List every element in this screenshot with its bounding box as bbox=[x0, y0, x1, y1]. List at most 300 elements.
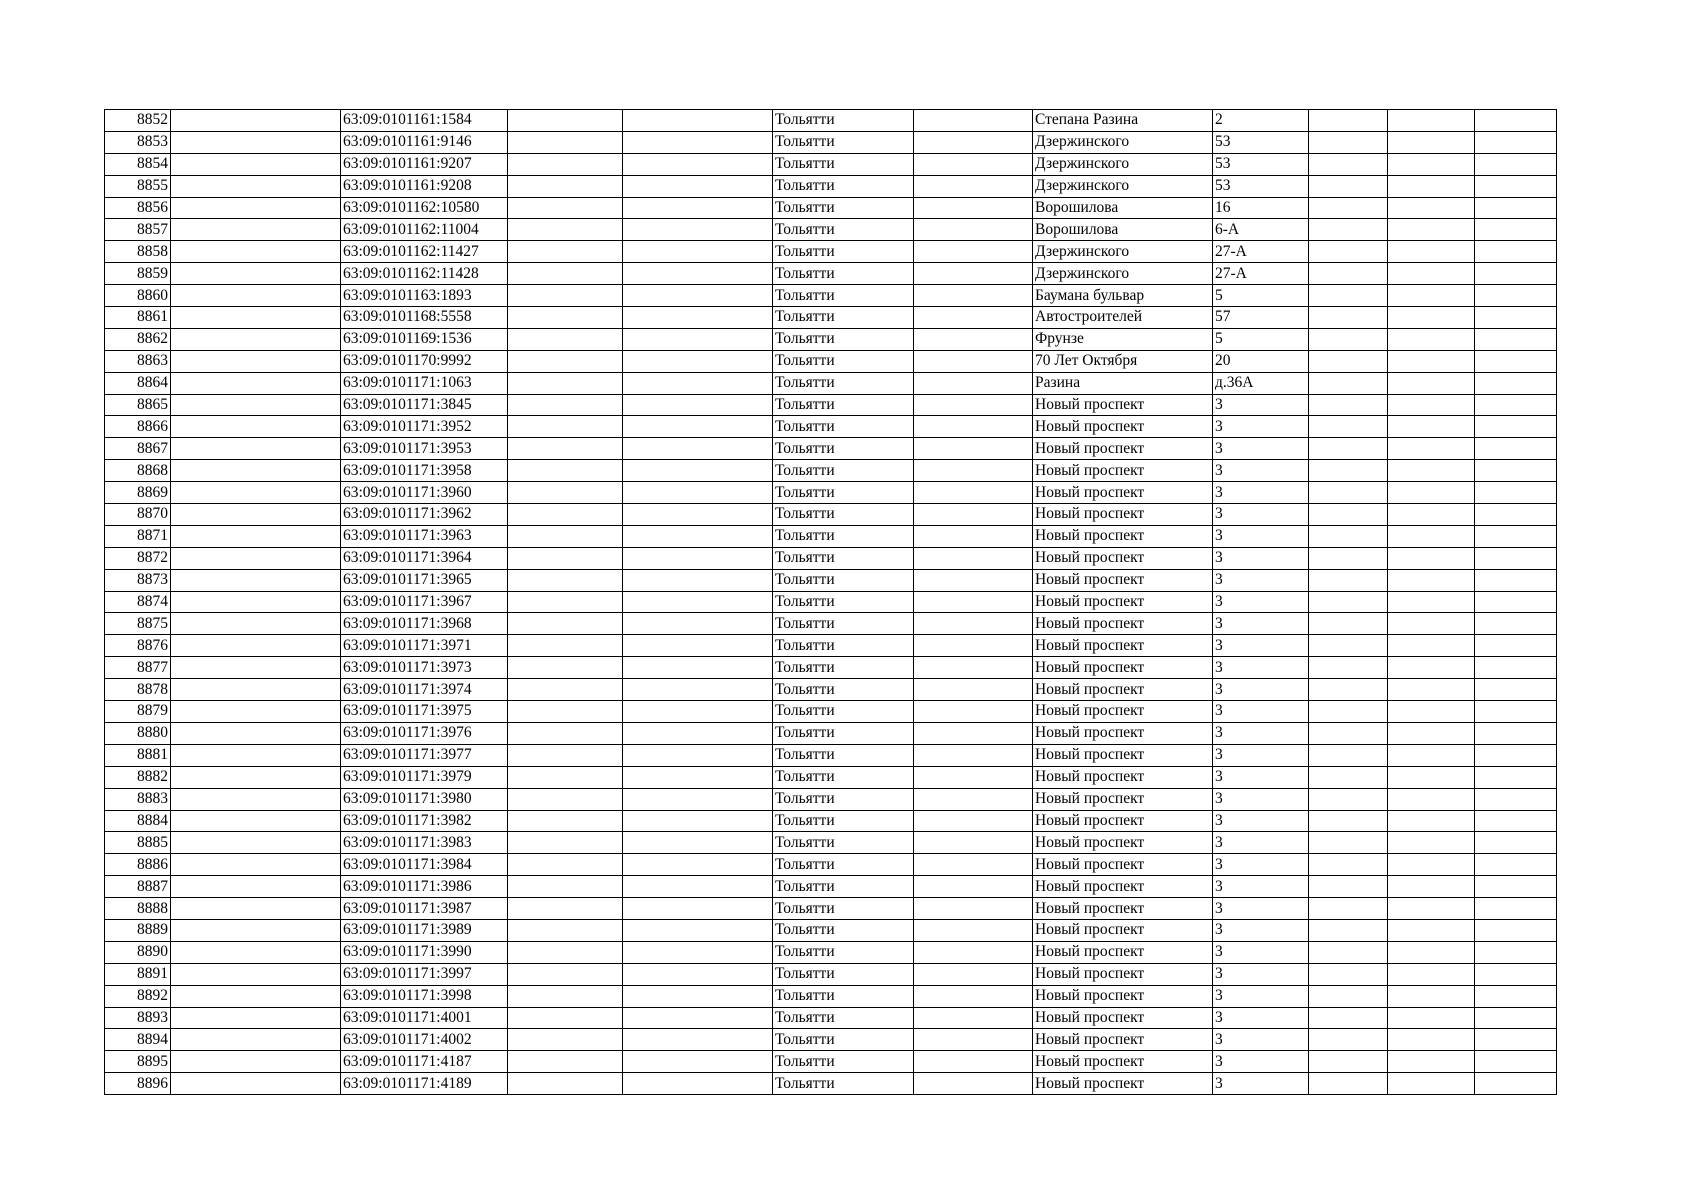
cell-row-number: 8887 bbox=[105, 876, 171, 898]
cell-empty bbox=[508, 569, 623, 591]
cell-row-number: 8855 bbox=[105, 175, 171, 197]
cell-cadastral-number: 63:09:0101171:3987 bbox=[341, 898, 508, 920]
cell-street: Новый проспект bbox=[1033, 591, 1213, 613]
cell-empty bbox=[171, 788, 341, 810]
cell-city: Тольятти bbox=[773, 766, 914, 788]
cell-street: Ворошилова bbox=[1033, 197, 1213, 219]
cell-house-number: 3 bbox=[1213, 591, 1309, 613]
cell-city: Тольятти bbox=[773, 963, 914, 985]
cell-empty bbox=[1475, 701, 1557, 723]
cell-row-number: 8870 bbox=[105, 504, 171, 526]
cell-empty bbox=[1309, 110, 1388, 132]
cell-empty bbox=[1388, 263, 1475, 285]
cell-empty bbox=[171, 438, 341, 460]
cell-empty bbox=[1388, 350, 1475, 372]
cell-empty bbox=[1388, 197, 1475, 219]
cell-empty bbox=[171, 701, 341, 723]
cell-empty bbox=[1309, 372, 1388, 394]
cell-cadastral-number: 63:09:0101168:5558 bbox=[341, 307, 508, 329]
cell-empty bbox=[508, 460, 623, 482]
cell-cadastral-number: 63:09:0101162:10580 bbox=[341, 197, 508, 219]
cell-empty bbox=[623, 263, 773, 285]
cell-empty bbox=[623, 153, 773, 175]
cell-empty bbox=[914, 722, 1033, 744]
cell-empty bbox=[1309, 591, 1388, 613]
cell-empty bbox=[508, 504, 623, 526]
cell-house-number: 5 bbox=[1213, 285, 1309, 307]
cell-street: Новый проспект bbox=[1033, 657, 1213, 679]
cell-empty bbox=[914, 591, 1033, 613]
cell-empty bbox=[171, 898, 341, 920]
cell-street: Новый проспект bbox=[1033, 963, 1213, 985]
cell-row-number: 8864 bbox=[105, 372, 171, 394]
cell-empty bbox=[171, 963, 341, 985]
cell-row-number: 8867 bbox=[105, 438, 171, 460]
cell-street: Новый проспект bbox=[1033, 722, 1213, 744]
cell-empty bbox=[508, 416, 623, 438]
cell-empty bbox=[1388, 131, 1475, 153]
cell-empty bbox=[1475, 460, 1557, 482]
cell-house-number: 5 bbox=[1213, 328, 1309, 350]
cell-empty bbox=[1309, 963, 1388, 985]
cell-empty bbox=[1309, 263, 1388, 285]
cell-empty bbox=[508, 613, 623, 635]
cell-empty bbox=[1309, 985, 1388, 1007]
cell-house-number: 3 bbox=[1213, 569, 1309, 591]
cell-street: Новый проспект bbox=[1033, 941, 1213, 963]
cell-city: Тольятти bbox=[773, 1007, 914, 1029]
cell-street: Дзержинского bbox=[1033, 263, 1213, 285]
cell-empty bbox=[1475, 394, 1557, 416]
cell-house-number: 53 bbox=[1213, 175, 1309, 197]
cell-house-number: 3 bbox=[1213, 744, 1309, 766]
cell-empty bbox=[623, 985, 773, 1007]
cell-cadastral-number: 63:09:0101171:4002 bbox=[341, 1029, 508, 1051]
cell-empty bbox=[1388, 504, 1475, 526]
cell-house-number: 3 bbox=[1213, 657, 1309, 679]
cell-city: Тольятти bbox=[773, 635, 914, 657]
table-row bbox=[105, 679, 1557, 701]
cell-house-number: 16 bbox=[1213, 197, 1309, 219]
cell-empty bbox=[1309, 876, 1388, 898]
cell-empty bbox=[914, 110, 1033, 132]
cell-row-number: 8860 bbox=[105, 285, 171, 307]
table-row bbox=[105, 131, 1557, 153]
cell-empty bbox=[1309, 898, 1388, 920]
cell-street: Новый проспект bbox=[1033, 394, 1213, 416]
cell-empty bbox=[508, 153, 623, 175]
cell-empty bbox=[1388, 394, 1475, 416]
cell-empty bbox=[171, 876, 341, 898]
cell-empty bbox=[623, 307, 773, 329]
cell-empty bbox=[914, 744, 1033, 766]
cell-row-number: 8856 bbox=[105, 197, 171, 219]
cell-empty bbox=[623, 525, 773, 547]
table-row bbox=[105, 504, 1557, 526]
cell-empty bbox=[1475, 679, 1557, 701]
cell-city: Тольятти bbox=[773, 482, 914, 504]
cell-empty bbox=[508, 963, 623, 985]
cell-street: Новый проспект bbox=[1033, 1073, 1213, 1095]
cell-row-number: 8854 bbox=[105, 153, 171, 175]
cell-empty bbox=[623, 963, 773, 985]
cell-empty bbox=[1309, 657, 1388, 679]
cell-empty bbox=[1475, 285, 1557, 307]
cell-empty bbox=[171, 525, 341, 547]
cell-empty bbox=[623, 394, 773, 416]
cell-row-number: 8873 bbox=[105, 569, 171, 591]
cell-empty bbox=[623, 591, 773, 613]
cell-empty bbox=[1309, 285, 1388, 307]
cell-house-number: 3 bbox=[1213, 1029, 1309, 1051]
table-row bbox=[105, 219, 1557, 241]
cell-empty bbox=[171, 131, 341, 153]
cell-empty bbox=[623, 372, 773, 394]
cell-empty bbox=[914, 482, 1033, 504]
cell-city: Тольятти bbox=[773, 898, 914, 920]
cell-empty bbox=[171, 350, 341, 372]
cell-house-number: 3 bbox=[1213, 722, 1309, 744]
cell-empty bbox=[623, 569, 773, 591]
cell-empty bbox=[1475, 941, 1557, 963]
cell-house-number: 3 bbox=[1213, 810, 1309, 832]
cell-cadastral-number: 63:09:0101171:3974 bbox=[341, 679, 508, 701]
cell-empty bbox=[914, 307, 1033, 329]
cell-house-number: 3 bbox=[1213, 460, 1309, 482]
cell-empty bbox=[914, 766, 1033, 788]
cell-street: Новый проспект bbox=[1033, 679, 1213, 701]
table-row bbox=[105, 241, 1557, 263]
cell-city: Тольятти bbox=[773, 525, 914, 547]
cell-city: Тольятти bbox=[773, 372, 914, 394]
cell-row-number: 8890 bbox=[105, 941, 171, 963]
cell-street: Новый проспект bbox=[1033, 416, 1213, 438]
cell-row-number: 8892 bbox=[105, 985, 171, 1007]
table-row bbox=[105, 372, 1557, 394]
cell-cadastral-number: 63:09:0101171:3980 bbox=[341, 788, 508, 810]
cell-empty bbox=[623, 438, 773, 460]
cell-empty bbox=[623, 898, 773, 920]
cell-empty bbox=[914, 1029, 1033, 1051]
cell-empty bbox=[508, 1007, 623, 1029]
cell-row-number: 8866 bbox=[105, 416, 171, 438]
cell-city: Тольятти bbox=[773, 504, 914, 526]
cell-empty bbox=[171, 241, 341, 263]
cell-empty bbox=[914, 941, 1033, 963]
cell-empty bbox=[1309, 766, 1388, 788]
cell-empty bbox=[914, 241, 1033, 263]
cell-row-number: 8877 bbox=[105, 657, 171, 679]
cell-empty bbox=[1388, 219, 1475, 241]
cell-row-number: 8862 bbox=[105, 328, 171, 350]
cell-row-number: 8880 bbox=[105, 722, 171, 744]
table-row bbox=[105, 898, 1557, 920]
cell-empty bbox=[171, 679, 341, 701]
cell-empty bbox=[508, 1029, 623, 1051]
table-row bbox=[105, 766, 1557, 788]
cell-cadastral-number: 63:09:0101171:3964 bbox=[341, 547, 508, 569]
cell-empty bbox=[1475, 1007, 1557, 1029]
cell-house-number: 53 bbox=[1213, 131, 1309, 153]
cell-city: Тольятти bbox=[773, 744, 914, 766]
cell-cadastral-number: 63:09:0101171:3986 bbox=[341, 876, 508, 898]
cell-street: 70 Лет Октября bbox=[1033, 350, 1213, 372]
cell-city: Тольятти bbox=[773, 941, 914, 963]
cell-empty bbox=[1475, 525, 1557, 547]
cell-empty bbox=[508, 438, 623, 460]
cell-row-number: 8858 bbox=[105, 241, 171, 263]
cell-empty bbox=[623, 110, 773, 132]
cell-street: Баумана бульвар bbox=[1033, 285, 1213, 307]
cell-city: Тольятти bbox=[773, 547, 914, 569]
cell-empty bbox=[1475, 504, 1557, 526]
cell-row-number: 8879 bbox=[105, 701, 171, 723]
cell-row-number: 8884 bbox=[105, 810, 171, 832]
table-row bbox=[105, 963, 1557, 985]
cell-row-number: 8869 bbox=[105, 482, 171, 504]
cell-house-number: 3 bbox=[1213, 679, 1309, 701]
cell-empty bbox=[1388, 635, 1475, 657]
cell-empty bbox=[1388, 1007, 1475, 1029]
cell-empty bbox=[171, 547, 341, 569]
cell-empty bbox=[623, 219, 773, 241]
cell-street: Новый проспект bbox=[1033, 919, 1213, 941]
cell-empty bbox=[1309, 241, 1388, 263]
cell-empty bbox=[1388, 153, 1475, 175]
cell-street: Новый проспект bbox=[1033, 613, 1213, 635]
cell-empty bbox=[508, 394, 623, 416]
cell-empty bbox=[1309, 679, 1388, 701]
table-row bbox=[105, 635, 1557, 657]
cell-house-number: 3 bbox=[1213, 701, 1309, 723]
cell-empty bbox=[914, 197, 1033, 219]
cell-row-number: 8875 bbox=[105, 613, 171, 635]
cell-empty bbox=[1309, 328, 1388, 350]
cell-empty bbox=[171, 635, 341, 657]
cell-cadastral-number: 63:09:0101171:3990 bbox=[341, 941, 508, 963]
cell-city: Тольятти bbox=[773, 110, 914, 132]
cell-empty bbox=[914, 285, 1033, 307]
cell-empty bbox=[508, 701, 623, 723]
cell-cadastral-number: 63:09:0101171:4187 bbox=[341, 1051, 508, 1073]
cell-city: Тольятти bbox=[773, 657, 914, 679]
cell-street: Степана Разина bbox=[1033, 110, 1213, 132]
cell-cadastral-number: 63:09:0101171:1063 bbox=[341, 372, 508, 394]
cell-house-number: 3 bbox=[1213, 438, 1309, 460]
cell-empty bbox=[623, 810, 773, 832]
register-table-body bbox=[105, 110, 1557, 1095]
table-row bbox=[105, 482, 1557, 504]
cell-row-number: 8881 bbox=[105, 744, 171, 766]
cell-street: Новый проспект bbox=[1033, 1029, 1213, 1051]
cell-empty bbox=[171, 504, 341, 526]
cell-street: Дзержинского bbox=[1033, 175, 1213, 197]
cell-empty bbox=[1475, 219, 1557, 241]
cell-empty bbox=[508, 898, 623, 920]
cell-empty bbox=[623, 744, 773, 766]
cell-empty bbox=[508, 985, 623, 1007]
cell-empty bbox=[508, 941, 623, 963]
cell-row-number: 8894 bbox=[105, 1029, 171, 1051]
cell-empty bbox=[508, 876, 623, 898]
cell-empty bbox=[914, 963, 1033, 985]
cell-empty bbox=[1309, 722, 1388, 744]
cell-empty bbox=[171, 941, 341, 963]
cell-empty bbox=[1475, 307, 1557, 329]
cell-row-number: 8865 bbox=[105, 394, 171, 416]
cell-empty bbox=[171, 722, 341, 744]
cell-empty bbox=[1309, 1073, 1388, 1095]
cell-empty bbox=[1475, 1029, 1557, 1051]
cell-empty bbox=[914, 525, 1033, 547]
cell-empty bbox=[623, 722, 773, 744]
cell-empty bbox=[508, 219, 623, 241]
cell-street: Новый проспект bbox=[1033, 1007, 1213, 1029]
cell-empty bbox=[1475, 898, 1557, 920]
cell-house-number: 53 bbox=[1213, 153, 1309, 175]
cell-empty bbox=[1309, 482, 1388, 504]
cell-city: Тольятти bbox=[773, 613, 914, 635]
cell-cadastral-number: 63:09:0101163:1893 bbox=[341, 285, 508, 307]
cell-empty bbox=[623, 613, 773, 635]
cell-empty bbox=[1309, 350, 1388, 372]
cell-row-number: 8871 bbox=[105, 525, 171, 547]
cell-cadastral-number: 63:09:0101171:3998 bbox=[341, 985, 508, 1007]
cell-house-number: 2 bbox=[1213, 110, 1309, 132]
cell-empty bbox=[508, 832, 623, 854]
cell-empty bbox=[508, 766, 623, 788]
cell-empty bbox=[508, 482, 623, 504]
cell-street: Новый проспект bbox=[1033, 569, 1213, 591]
cell-empty bbox=[508, 525, 623, 547]
cell-empty bbox=[171, 153, 341, 175]
cell-empty bbox=[1309, 394, 1388, 416]
cell-empty bbox=[914, 788, 1033, 810]
cell-empty bbox=[508, 591, 623, 613]
cell-city: Тольятти bbox=[773, 153, 914, 175]
cell-house-number: 3 bbox=[1213, 963, 1309, 985]
cell-empty bbox=[1309, 941, 1388, 963]
cell-empty bbox=[914, 438, 1033, 460]
table-row bbox=[105, 416, 1557, 438]
cell-empty bbox=[1388, 307, 1475, 329]
cell-street: Дзержинского bbox=[1033, 153, 1213, 175]
cell-empty bbox=[508, 1073, 623, 1095]
cell-row-number: 8885 bbox=[105, 832, 171, 854]
cell-empty bbox=[623, 1007, 773, 1029]
cell-empty bbox=[508, 285, 623, 307]
cell-empty bbox=[171, 854, 341, 876]
cell-cadastral-number: 63:09:0101171:3953 bbox=[341, 438, 508, 460]
cell-empty bbox=[1309, 219, 1388, 241]
cell-empty bbox=[1309, 788, 1388, 810]
cell-empty bbox=[1475, 963, 1557, 985]
cell-empty bbox=[508, 372, 623, 394]
cell-row-number: 8878 bbox=[105, 679, 171, 701]
cell-row-number: 8896 bbox=[105, 1073, 171, 1095]
cell-empty bbox=[623, 285, 773, 307]
cell-empty bbox=[914, 1073, 1033, 1095]
cell-street: Новый проспект bbox=[1033, 810, 1213, 832]
cell-empty bbox=[1309, 635, 1388, 657]
cell-empty bbox=[171, 307, 341, 329]
cell-empty bbox=[508, 1051, 623, 1073]
cell-cadastral-number: 63:09:0101171:4189 bbox=[341, 1073, 508, 1095]
cell-empty bbox=[623, 941, 773, 963]
cell-city: Тольятти bbox=[773, 460, 914, 482]
table-row bbox=[105, 569, 1557, 591]
cell-empty bbox=[1309, 153, 1388, 175]
cell-house-number: д.36А bbox=[1213, 372, 1309, 394]
cell-row-number: 8853 bbox=[105, 131, 171, 153]
cell-cadastral-number: 63:09:0101161:9208 bbox=[341, 175, 508, 197]
cell-empty bbox=[623, 175, 773, 197]
cell-empty bbox=[508, 175, 623, 197]
cell-house-number: 3 bbox=[1213, 525, 1309, 547]
cell-cadastral-number: 63:09:0101171:3960 bbox=[341, 482, 508, 504]
cell-empty bbox=[171, 766, 341, 788]
cell-empty bbox=[1475, 766, 1557, 788]
cell-empty bbox=[1475, 328, 1557, 350]
table-row bbox=[105, 613, 1557, 635]
cell-empty bbox=[1388, 832, 1475, 854]
cell-empty bbox=[623, 504, 773, 526]
cell-street: Новый проспект bbox=[1033, 438, 1213, 460]
cell-street: Ворошилова bbox=[1033, 219, 1213, 241]
cell-empty bbox=[171, 613, 341, 635]
register-table bbox=[104, 109, 1557, 1095]
cell-city: Тольятти bbox=[773, 263, 914, 285]
table-row bbox=[105, 788, 1557, 810]
table-row bbox=[105, 328, 1557, 350]
cell-empty bbox=[1475, 591, 1557, 613]
table-row bbox=[105, 744, 1557, 766]
table-row bbox=[105, 525, 1557, 547]
cell-city: Тольятти bbox=[773, 350, 914, 372]
cell-street: Новый проспект bbox=[1033, 766, 1213, 788]
cell-empty bbox=[1388, 591, 1475, 613]
cell-row-number: 8889 bbox=[105, 919, 171, 941]
cell-cadastral-number: 63:09:0101171:3958 bbox=[341, 460, 508, 482]
cell-cadastral-number: 63:09:0101171:3983 bbox=[341, 832, 508, 854]
cell-empty bbox=[914, 679, 1033, 701]
cell-empty bbox=[1309, 701, 1388, 723]
cell-empty bbox=[1475, 110, 1557, 132]
cell-empty bbox=[623, 766, 773, 788]
cell-empty bbox=[623, 547, 773, 569]
cell-empty bbox=[1309, 854, 1388, 876]
cell-row-number: 8891 bbox=[105, 963, 171, 985]
cell-row-number: 8886 bbox=[105, 854, 171, 876]
cell-cadastral-number: 63:09:0101171:3976 bbox=[341, 722, 508, 744]
cell-empty bbox=[1388, 569, 1475, 591]
cell-empty bbox=[623, 876, 773, 898]
cell-empty bbox=[914, 657, 1033, 679]
cell-empty bbox=[171, 263, 341, 285]
cell-empty bbox=[508, 854, 623, 876]
cell-street: Новый проспект bbox=[1033, 744, 1213, 766]
cell-house-number: 3 bbox=[1213, 985, 1309, 1007]
cell-empty bbox=[1388, 547, 1475, 569]
cell-empty bbox=[1309, 919, 1388, 941]
cell-empty bbox=[1475, 832, 1557, 854]
cell-empty bbox=[1388, 701, 1475, 723]
cell-empty bbox=[1475, 876, 1557, 898]
cell-empty bbox=[508, 110, 623, 132]
cell-empty bbox=[623, 1029, 773, 1051]
cell-cadastral-number: 63:09:0101161:1584 bbox=[341, 110, 508, 132]
table-row bbox=[105, 263, 1557, 285]
